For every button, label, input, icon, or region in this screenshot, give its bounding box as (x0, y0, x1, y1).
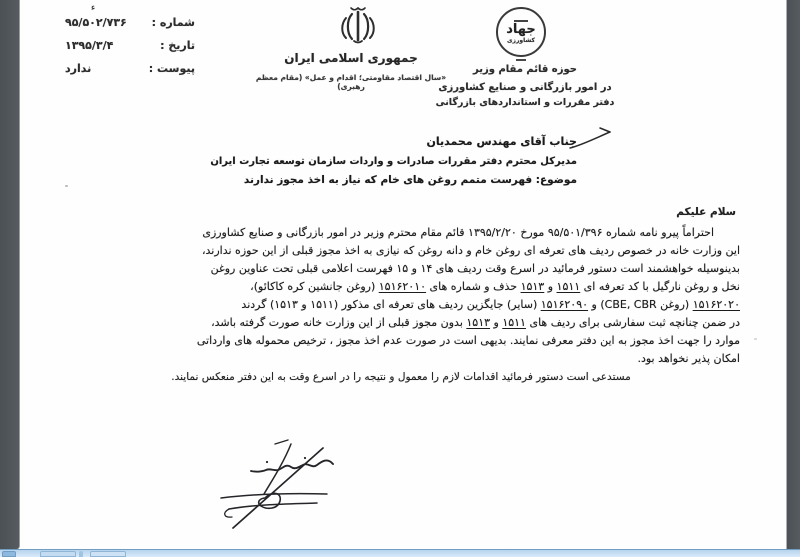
tariff-code: ۱۵۱۶۲۰۲۰ (692, 298, 740, 311)
recipient-name: جناب آقای مهندس محمدیان (426, 135, 577, 148)
ref-date-label: تاریخ : (160, 39, 195, 52)
subject-line: موضوع: فهرست متمم روغن های خام که نیاز به اخذ مجوز ندارند (243, 174, 577, 186)
country-title: جمهوری اسلامی ایران (284, 51, 418, 65)
ref-attachment-row (65, 62, 195, 75)
taskbar-button[interactable] (90, 551, 126, 557)
handwritten-signature (205, 436, 345, 536)
body-line-7: موارد را جهت اخذ مجوز به این دفتر معرفی نمایند. بدیهی است در صورت عدم اخذ مجوز ، ترخیص محموله های وارداتی (196, 334, 740, 347)
body-line-8: امکان پذیر نخواهد بود. (637, 352, 740, 365)
letter-body (75, 224, 740, 368)
text-segment: و (544, 280, 557, 293)
recipient-block (201, 135, 577, 186)
body-line-2: این وزارت خانه در خصوص ردیف های تعرفه ای روغن خام و دانه روغن که نیازی به اخذ مجوز قبلی از این حوزه ندارند، (201, 244, 740, 257)
tariff-code: ۱۵۱۶۲۰۹۰ (540, 298, 589, 311)
scan-artifact (754, 338, 757, 340)
body-line-3: بدینوسیله خواهشمند است دستور فرمائید در اسرع وقت ردیف های ۱۴ و ۱۵ فهرست اعلامی قبلی تحت عناوین روغن (210, 262, 740, 275)
body-line-4 (75, 278, 740, 296)
ref-number-value: ۹۵/۵۰۲/۷۳۶ (65, 16, 127, 29)
text-segment: و (490, 316, 503, 329)
letter-page (21, 0, 785, 549)
logo-main-text: جهاد (506, 22, 536, 37)
logo-sub-text: کشاورزی (507, 37, 535, 44)
text-segment: در ضمن چنانچه ثبت سفارشی برای ردیف های (525, 316, 740, 329)
ref-number-label: شماره : (151, 16, 195, 29)
taskbar-start-button[interactable] (2, 551, 16, 557)
ref-number-row (65, 16, 195, 29)
jahad-keshavarzi-logo-icon (496, 7, 546, 57)
scanner-edge-left (0, 0, 20, 549)
text-segment: (روغن CBE, CBR) و (588, 298, 693, 311)
recipient-title: مدیرکل محترم دفتر مقررات صادرات و واردات سازمان توسعه تجارت ایران (210, 156, 577, 167)
text-segment: حذف و شماره های (426, 280, 521, 293)
ref-date-row (65, 39, 195, 52)
closing-line: مستدعی است دستور فرمائید اقدامات لازم را معمول و نتیجه را در اسرع وقت به این دفتر منعکس نمایند. (171, 371, 631, 383)
ref-attachment-label: پیوست : (148, 62, 195, 75)
handwritten-mark: ء (91, 3, 96, 13)
taskbar-divider (79, 551, 83, 557)
taskbar-button[interactable] (40, 551, 76, 557)
greeting: سلام علیکم (676, 206, 736, 218)
body-line-1: احتراماً پیرو نامه شماره ۹۵/۵۰۱/۳۹۶ مورخ ۱۳۹۵/۲/۲۰ قائم مقام محترم وزیر در امور بازرگانی و صنایع کشاورزی (202, 226, 714, 239)
text-segment: (روغن جانشین کره کاکائو)، (250, 280, 379, 293)
tariff-code: ۱۵۱۱ (502, 316, 526, 329)
tariff-code: ۱۵۱۱ (556, 280, 581, 293)
ref-date-value: ۱۳۹۵/۳/۴ (65, 39, 114, 52)
tariff-code: ۱۵۱۶۲۰۱۰ (378, 280, 427, 293)
text-segment: (سایر) جایگزین ردیف های تعرفه ای مذکور (۱۵۱۱ و ۱۵۱۳) گردند (241, 298, 541, 311)
scan-artifact (65, 185, 68, 187)
scanner-edge-right (786, 0, 800, 551)
iran-emblem-icon (338, 5, 378, 49)
year-slogan: «سال اقتصاد مقاومتی؛ اقدام و عمل» (مقام معظم رهبری) (255, 73, 447, 91)
taskbar[interactable] (0, 549, 800, 557)
office-line-3: دفتر مقررات و استانداردهای بازرگانی (435, 97, 615, 108)
ref-attachment-value: ندارد (65, 62, 92, 75)
office-line-2: در امور بازرگانی و صنایع کشاورزی (438, 82, 612, 93)
text-segment: بدون مجوز قبلی از این وزارت خانه صورت گرفته باشد، (211, 316, 467, 329)
logo-ornament (516, 59, 526, 61)
office-block (420, 64, 630, 108)
body-line-5 (75, 296, 740, 314)
reference-block (65, 16, 195, 85)
tariff-code: ۱۵۱۳ (466, 316, 491, 329)
body-line-6 (75, 314, 740, 332)
office-line-1: حوزه قائم مقام وزیر (473, 64, 577, 75)
text-segment: نخل و روغن نارگیل با کد تعرفه ای (580, 280, 740, 293)
tariff-code: ۱۵۱۳ (520, 280, 545, 293)
